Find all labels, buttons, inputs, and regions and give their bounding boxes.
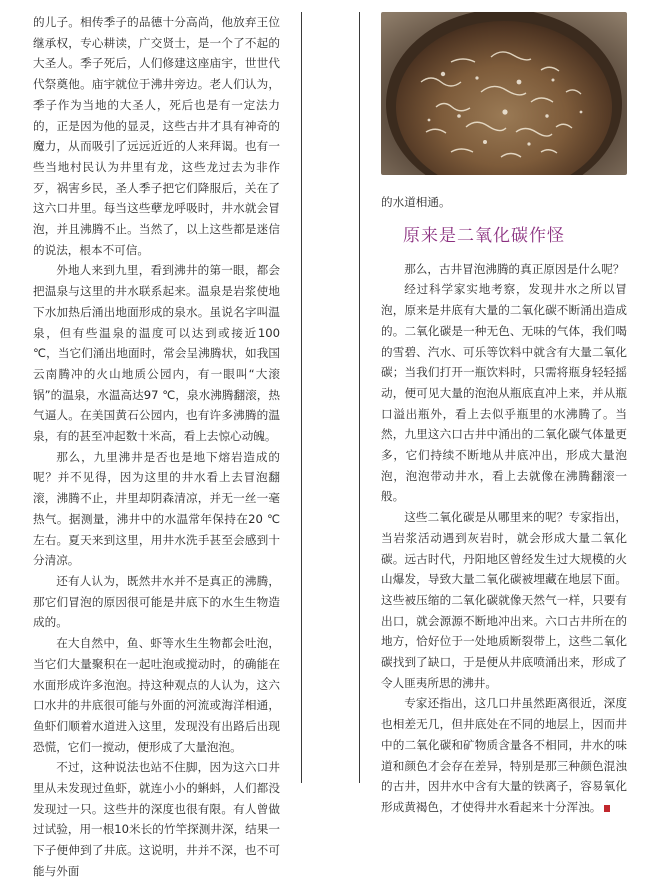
final-paragraph-text: 专家还指出，这几口井虽然距离很近，深度也相差无几，但井底处在不同的地层上，因而井中的二氧化碳和矿物质含量各不相同，井水的味道和颜色才会存在差异，特别是那三种颜色混浊的古井，因井水中含有大量的铁离子，容易氧化形成黄褐色，才使得井水看起来十分浑浊。 bbox=[381, 696, 627, 814]
bubbling-well-water-photo bbox=[381, 12, 627, 175]
right-column bbox=[381, 12, 627, 818]
body-paragraph bbox=[381, 693, 627, 817]
body-paragraph: 在大自然中，鱼、虾等水生生物都会吐泡，当它们大量聚积在一起吐泡或搅动时，的确能在水面形成许多泡泡。持这种观点的人认为，这六口水井的井底很可能与外面的河流或海洋相通，鱼虾们顺着水道进入这里，发现没有出路后出现恐慌，它们一搅动，便形成了大量泡泡。 bbox=[33, 636, 280, 754]
body-paragraph: 还有人认为，既然井水并不是真正的沸腾，那它们冒泡的原因很可能是井底下的水生生物造成的。 bbox=[33, 573, 280, 630]
continuation-text: 的水道相通。 bbox=[381, 195, 451, 209]
body-paragraph: 那么，古井冒泡沸腾的真正原因是什么呢？ bbox=[404, 261, 625, 276]
body-paragraph: 这些二氧化碳是从哪里来的呢？专家指出，当岩浆活动遇到灰岩时，就会形成大量二氧化碳。远古时代，丹阳地区曾经发生过大规模的火山爆发，导致大量二氧化碳被埋藏在地层下面。这些被压缩的二氧化碳就像天然气一样，只要有出口，就会源源不断地冲出来。六口古井所在的地方，恰好位于一处地质断裂带上，这些二氧化碳找到了缺口，于是便从井底喷涌出来，形成了令人匪夷所思的沸井。 bbox=[381, 510, 627, 690]
body-paragraph: 那么，九里沸井是否也是地下熔岩造成的呢？并不见得，因为这里的井水看上去冒泡翻滚，沸腾不止，井里却阴森清凉，并无一丝一毫热气。据测量，沸井中的水温常年保持在20 ℃左右。夏天来到这里，用井水洗手甚至会感到十分清凉。 bbox=[33, 449, 280, 568]
body-paragraph: 经过科学家实地考察，发现井水之所以冒泡，原来是井底有大量的二氧化碳不断涌出造成的。二氧化碳是一种无色、无味的气体，我们喝的雪碧、汽水、可乐等饮料中就含有大量二氧化碳；当我们打开一瓶饮料时，只需将瓶身轻轻摇动，便可见大量的泡泡从瓶底直冲上来，并从瓶口溢出瓶外，看上去似乎瓶里的水沸腾了。当然，九里这六口古井中涌出的二氧化碳气体量更多，它们持续不断地从井底冲出，形成大量泡泡，泡泡带动井水，看上去就像在沸腾翻滚一般。 bbox=[381, 282, 627, 504]
body-paragraph: 外地人来到九里，看到沸井的第一眼，都会把温泉与这里的井水联系起来。温泉是岩浆使地下水加热后涌出地面形成的泉水。虽说名字叫温泉，但有些温泉的温度可以达到或接近100 ℃，当它们涌出地面时，常会呈沸腾状，如我国云南腾冲的火山地质公园内，有一眼叫“大滚锅”的温泉，水温高达97 ℃，泉水沸腾翻滚，热气逼人。在美国黄石公园内，也有许多沸腾的温泉，有的甚至冲起数十米高，看上去惊心动魄。 bbox=[33, 263, 280, 444]
section-heading: 原来是二氧化碳作怪 bbox=[403, 225, 565, 246]
body-paragraph: 的儿子。相传季子的品德十分高尚，他放弃王位继承权，专心耕读，广交贤士，是一个了不起的大圣人。季子死后，人们修建这座庙宇，世世代代祭奠他。庙宇就位于沸井旁边。老人们认为，季子作为当地的大圣人，死后也是有一定法力的，正是因为他的显灵，这些古井才具有神奇的魔力，从而吸引了远远近近的人来拜谒。也有一些当地村民认为井里有龙，这些龙过去为非作歹，祸害乡民，圣人季子把它们降服后，关在了这六口井里。每当这些孽龙呼吸时，井水就会冒泡，并且沸腾不止。当然了，以上这些都是迷信的说法，根本不可信。 bbox=[33, 15, 280, 257]
end-of-article-mark bbox=[604, 805, 610, 812]
body-paragraph: 不过，这种说法也站不住脚，因为这六口井里从未发现过鱼虾，就连小小的蝌蚪，人们都没发现过一只。这些井的深度也很有限。有人曾做过试验，用一根10米长的竹竿探测井深，结果一下子便伸到了井底。这说明，井并不深，也不可能与外面 bbox=[33, 760, 280, 878]
column-divider-left bbox=[301, 12, 302, 783]
column-divider-right bbox=[359, 12, 360, 783]
left-column bbox=[33, 12, 280, 882]
